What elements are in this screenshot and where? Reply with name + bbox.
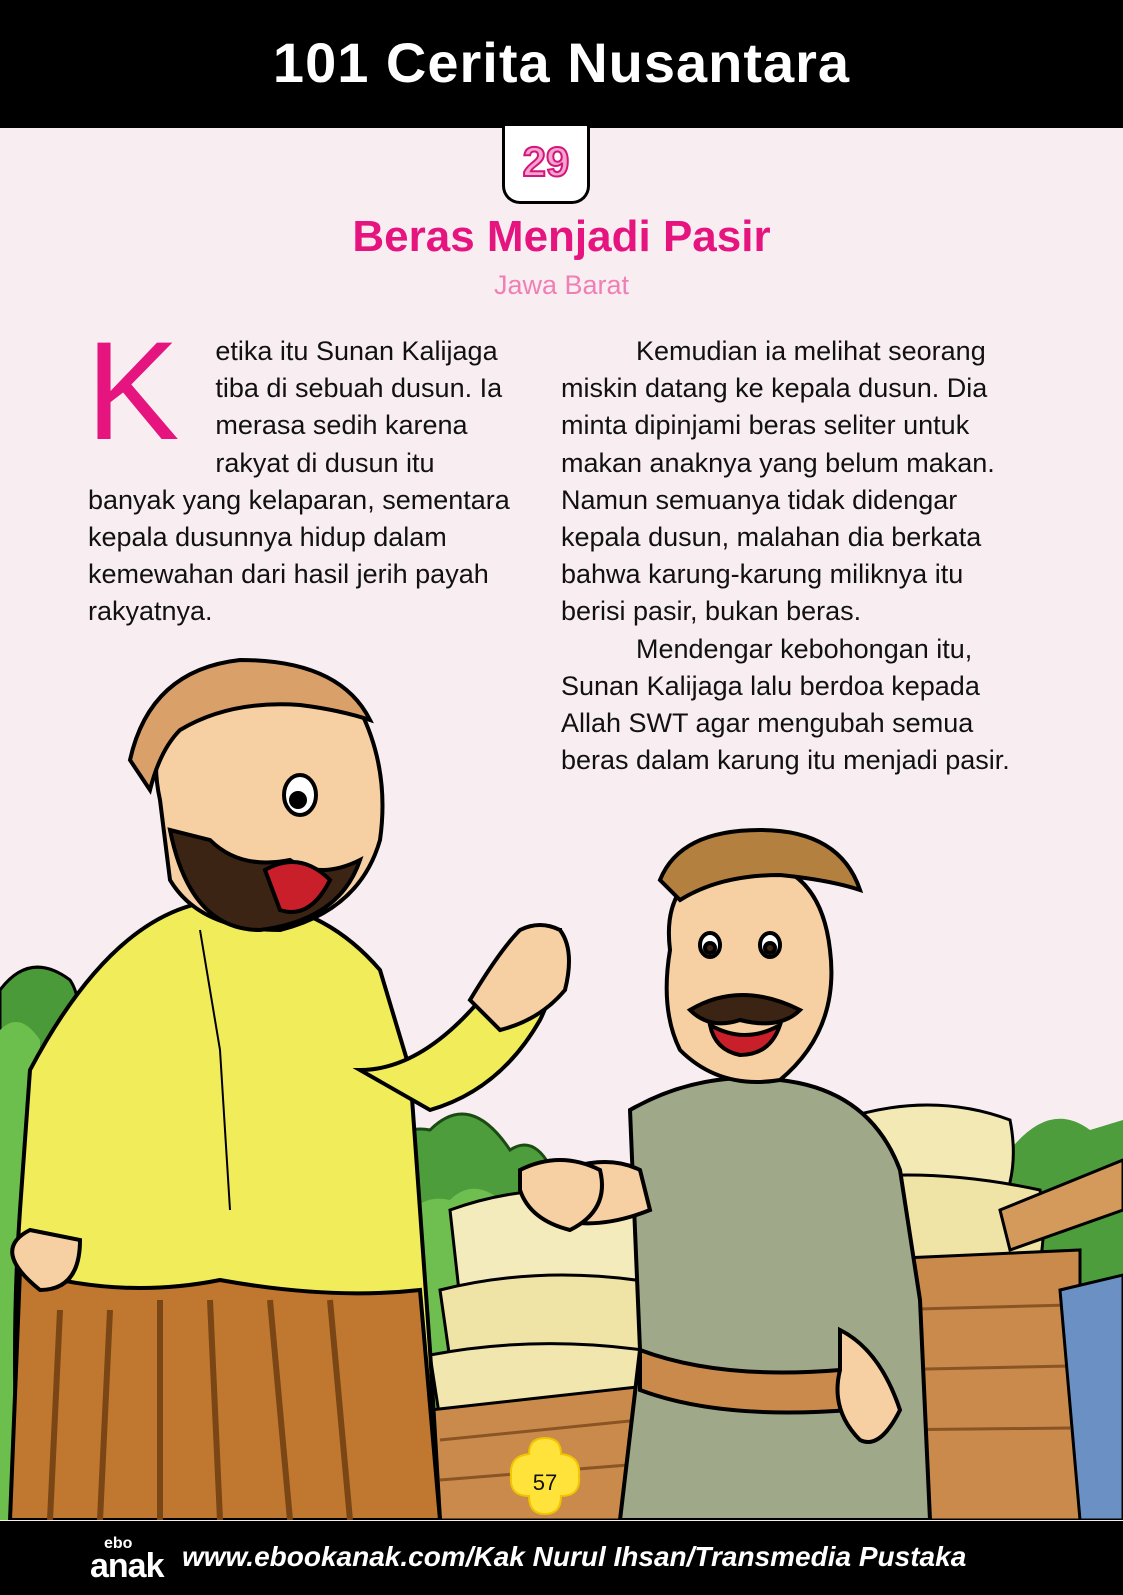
story-illustration <box>0 650 1123 1520</box>
story-paragraph-1: etika itu Sunan Kalijaga tiba di sebuah dusun. Ia merasa sedih karena rakyat di dusun itu banyak yang kelaparan, sementara kepala dusunnya hidup dalam kemewahan dari hasil jerih payah rakyatnya. <box>88 336 510 627</box>
ebookanak-logo <box>88 1533 178 1583</box>
footer-bar <box>0 1521 1123 1595</box>
footer-credit: www.ebookanak.com/Kak Nurul Ihsan/Transmedia Pustaka <box>182 1541 967 1572</box>
page-number: 57 <box>532 1470 558 1495</box>
logo-text-bottom: anak <box>90 1547 164 1585</box>
book-title: 101 Cerita Nusantara <box>272 31 851 94</box>
story-paragraph-2: Kemudian ia melihat seorang miskin datang ke kepala dusun. Dia minta dipinjami beras seliter untuk makan anaknya yang belum makan. Namun semuanya tidak didengar kepala dusun, malahan dia berkata bahwa karung-karung miliknya itu berisi pasir, bukan beras. <box>561 336 995 627</box>
story-paragraph-3: Mendengar kebohongan itu, Sunan Kalijaga lalu berdoa kepada Allah SWT agar mengubah semua beras dalam karung itu menjadi pasir. <box>561 633 1010 776</box>
drop-cap: K <box>86 312 180 469</box>
logo-text-top: ebo <box>104 1535 133 1552</box>
chapter-number-tab <box>502 126 590 204</box>
story-region: Jawa Barat <box>493 270 630 300</box>
story-column-left <box>86 312 528 631</box>
story-title: Beras Menjadi Pasir <box>352 212 771 261</box>
chapter-number: 29 <box>522 138 570 185</box>
header-bar <box>0 0 1123 128</box>
